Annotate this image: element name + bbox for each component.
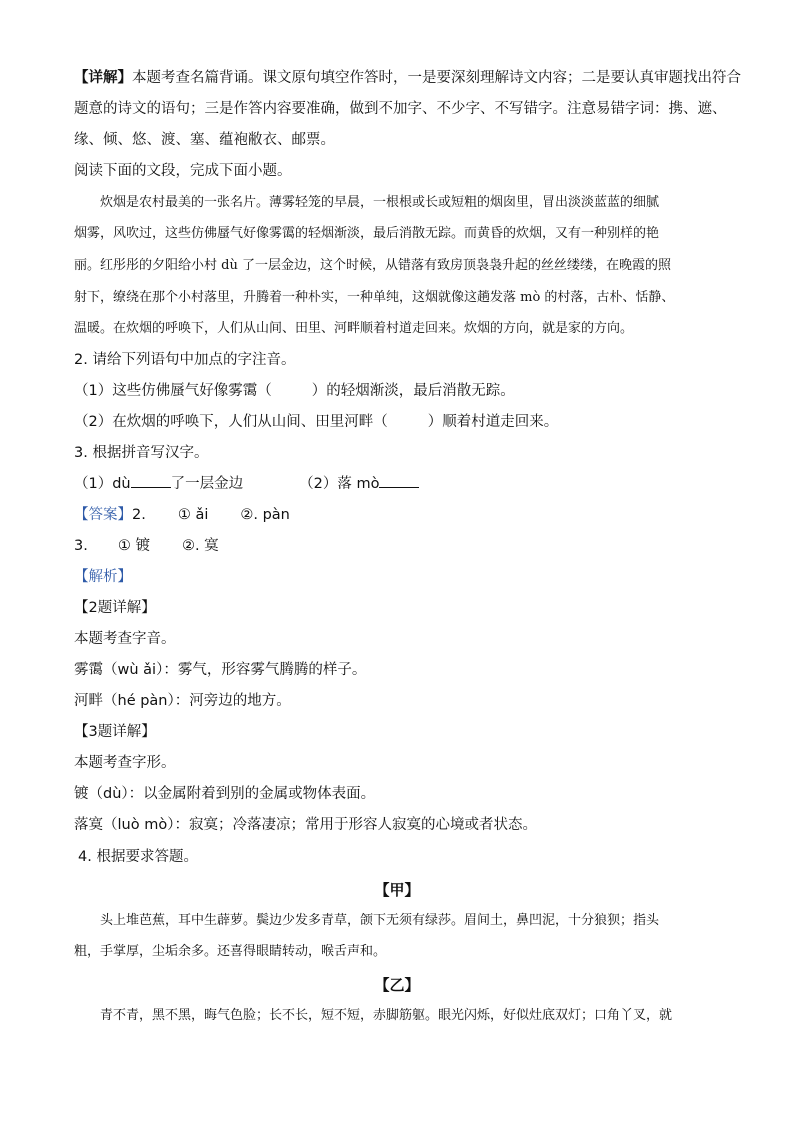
answer-2-num: 2. <box>132 507 146 523</box>
answer-3-num: 3. <box>74 538 88 554</box>
passage-line-2: 烟雾，风吹过，这些仿佛蜃气好像雾霭的轻烟渐淡，最后消散无踪。而黄昏的炊烟，又有一种别样的艳 <box>74 226 660 241</box>
answer-2-1: ① ǎi <box>177 507 209 523</box>
question-4-stem: 4. 根据要求答题。 <box>78 849 198 865</box>
analysis-label: 【解析】 <box>74 569 132 585</box>
section-jia-line-2: 粗，手掌厚，尘垢余多。还喜得眼睛转动，喉舌声和。 <box>74 944 387 959</box>
analysis-q3-line-2: 镀（dù）：以金属附着到别的金属或物体表面。 <box>74 786 376 802</box>
analysis-q3-heading: 【3题详解】 <box>74 724 156 740</box>
question-2-item-2 <box>74 412 558 432</box>
analysis-q2-line-3: 河畔（hé pàn）：河旁边的地方。 <box>74 693 291 709</box>
passage-line-5: 温暖。在炊烟的呼唤下，人们从山间、田里、河畔顺着村道走回来。炊烟的方向，就是家的方向。 <box>74 321 634 336</box>
section-jia-line-1: 头上堆芭蕉，耳中生薜萝。鬓边少发多青草，颌下无须有绿莎。眉间土，鼻凹泥，十分狼狈；指头 <box>100 913 660 928</box>
explanation-line-2: 题意的诗文的语句；三是作答内容要准确，做到不加字、不少字、不写错字。注意易错字词：携、遮、 <box>74 101 727 117</box>
q3-item1-pinyin: （1）dù <box>74 476 131 492</box>
q3-item2-pinyin: （2）落 mò <box>299 476 380 492</box>
question-3-stem: 3. 根据拼音写汉字。 <box>74 445 209 461</box>
question-2-item-1 <box>74 381 515 401</box>
q2-item2-part-a: （2）在炊烟的呼唤下，人们从山间、田里河畔（ <box>74 414 388 430</box>
explanation-label: 【详解】 <box>74 70 132 86</box>
passage-line-3: 丽。红彤彤的夕阳给小村 dù 了一层金边，这个时候，从错落有致房顶袅袅升起的丝丝缕缕，在晚霞的照 <box>74 258 671 273</box>
explanation-text-1: 本题考查名篇背诵。课文原句填空作答时，一是要深刻理解诗文内容；二是要认真审题找出符合 <box>132 70 741 86</box>
q2-item1-part-a: （1）这些仿佛蜃气好像雾霭（ <box>74 383 272 399</box>
question-2-stem: 2. 请给下列语句中加点的字注音。 <box>74 352 296 368</box>
q3-item2-blank <box>379 474 419 488</box>
answer-line-2 <box>74 536 219 556</box>
passage-line-4: 射下，缭绕在那个小村落里，升腾着一种朴实，一种单纯，这烟就像这趟发落 mò 的村落，古朴、恬静、 <box>74 290 675 305</box>
answer-line-1 <box>74 505 290 525</box>
analysis-q2-heading: 【2题详解】 <box>74 600 156 616</box>
answer-label: 【答案】 <box>74 507 132 523</box>
q2-item1-part-b: ）的轻烟渐淡，最后消散无踪。 <box>311 383 515 399</box>
analysis-q3-line-3: 落寞（luò mò）：寂寞；冷落凄凉；常用于形容人寂寞的心境或者状态。 <box>74 817 537 833</box>
explanation-line-1 <box>74 68 741 88</box>
answer-2-2: ②. pàn <box>240 507 290 523</box>
section-yi-heading: 【乙】 <box>374 976 420 994</box>
passage-line-1: 炊烟是农村最美的一张名片。薄雾轻笼的早晨，一根根或长或短粗的烟囱里，冒出淡淡蓝蓝的细腻 <box>100 195 660 210</box>
answer-3-1: ① 镀 <box>117 538 150 554</box>
explanation-line-3: 缘、倾、悠、渡、塞、蕴袍敝衣、邮票。 <box>74 132 335 148</box>
analysis-q2-line-1: 本题考查字音。 <box>74 631 176 647</box>
answer-3-2: ②. 寞 <box>181 538 219 554</box>
q3-item1-blank <box>131 474 171 488</box>
question-3-items <box>74 474 419 494</box>
reading-instruction: 阅读下面的文段，完成下面小题。 <box>74 163 292 179</box>
analysis-q3-line-1: 本题考查字形。 <box>74 755 176 771</box>
q3-item1-rest: 了一层金边 <box>170 476 244 492</box>
q2-item2-part-b: ）顺着村道走回来。 <box>427 414 559 430</box>
analysis-q2-line-2: 雾霭（wù ǎi）：雾气，形容雾气腾腾的样子。 <box>74 662 367 678</box>
section-yi-line-1: 青不青，黑不黑，晦气色脸；长不长，短不短，赤脚筋躯。眼光闪烁，好似灶底双灯；口角丫叉，就 <box>100 1008 673 1023</box>
section-jia-heading: 【甲】 <box>374 881 420 899</box>
